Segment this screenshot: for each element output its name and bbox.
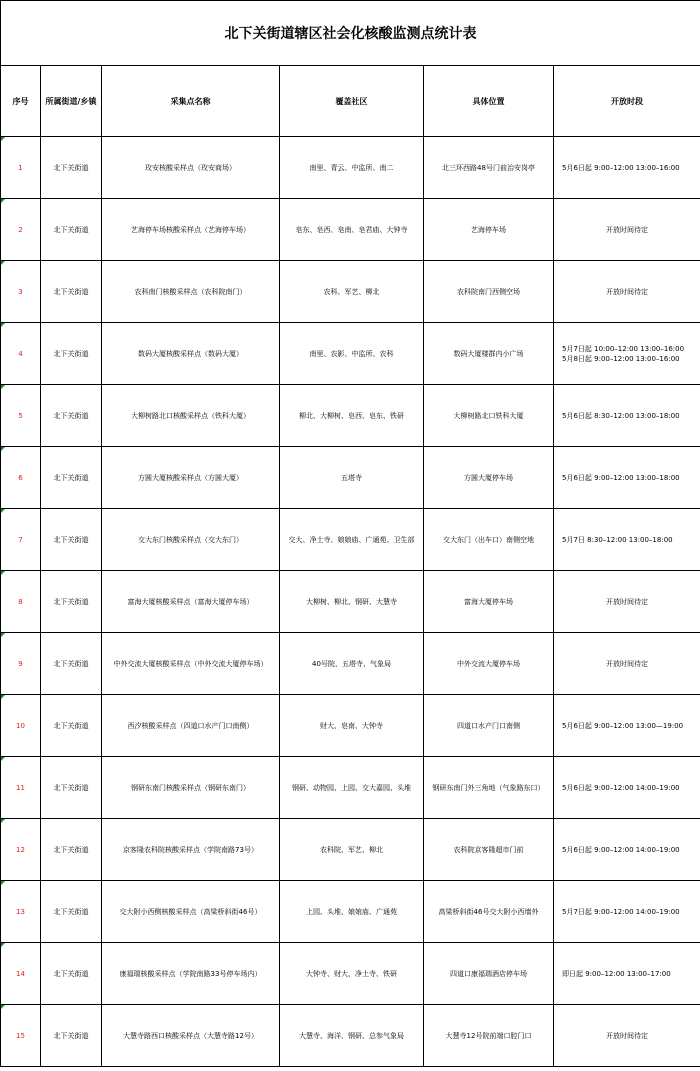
cell-location: 四道口水产门口南侧 [424, 695, 554, 757]
cell-street: 北下关街道 [41, 881, 102, 943]
header-index: 序号 [1, 66, 41, 137]
table-title: 北下关街道辖区社会化核酸监测点统计表 [1, 1, 700, 66]
cell-community: 40号院、五塔寺、气象局 [280, 633, 424, 695]
cell-site-name: 艺海停车场核酸采样点（艺海停车场） [102, 199, 280, 261]
cell-street: 北下关街道 [41, 943, 102, 1005]
cell-location: 钢研东南门外三角地（气象路东口） [424, 757, 554, 819]
hours-line: 5月7日起 9:00–12:00 14:00–19:00 [562, 907, 680, 916]
cell-community: 南里、青云、中监所、南二 [280, 137, 424, 199]
cell-community: 皂东、皂西、皂南、皂君庙、大钟寺 [280, 199, 424, 261]
cell-index: 1 [1, 137, 41, 199]
cell-index: 11 [1, 757, 41, 819]
header-site-name: 采集点名称 [102, 66, 280, 137]
cell-index: 10 [1, 695, 41, 757]
cell-location: 大柳树路北口铁科大厦 [424, 385, 554, 447]
cell-street: 北下关街道 [41, 571, 102, 633]
hours-line: 5月7日 8:30–12:00 13:00–18:00 [562, 535, 673, 544]
hours-line: 开放时间待定 [606, 225, 649, 234]
cell-community: 上园、头堆、娘娘庙、广通苑 [280, 881, 424, 943]
cell-community: 南里、农影、中监所、农科 [280, 323, 424, 385]
cell-community: 大柳树、柳北、钢研、大慧寺 [280, 571, 424, 633]
hours-line: 5月8日起 9:00–12:00 13:00–16:00 [562, 354, 680, 363]
table-row [1, 1005, 700, 1067]
cell-location: 高梁桥斜街46号交大附小西墙外 [424, 881, 554, 943]
cell-index: 13 [1, 881, 41, 943]
cell-street: 北下关街道 [41, 261, 102, 323]
cell-site-name: 中外交流大厦核酸采样点（中外交流大厦停车场） [102, 633, 280, 695]
cell-index: 3 [1, 261, 41, 323]
cell-hours [554, 695, 700, 757]
cell-hours [554, 323, 700, 385]
cell-site-name: 大慧寺路西口核酸采样点（大慧寺路12号） [102, 1005, 280, 1067]
cell-street: 北下关街道 [41, 819, 102, 881]
cell-hours [554, 137, 700, 199]
table-row [1, 509, 700, 571]
cell-site-name: 京客隆农科院核酸采样点（学院南路73号） [102, 819, 280, 881]
cell-street: 北下关街道 [41, 137, 102, 199]
header-row [1, 66, 700, 137]
cell-community: 五塔寺 [280, 447, 424, 509]
cell-community: 农科院、军艺、柳北 [280, 819, 424, 881]
hours-line: 5月6日起 9:00–12:00 13:00–16:00 [562, 163, 680, 172]
cell-location: 艺海停车场 [424, 199, 554, 261]
cell-hours [554, 943, 700, 1005]
hours-line: 5月6日起 9:00–12:00 13:00—19:00 [562, 721, 684, 730]
cell-location: 数码大厦楼群内小广场 [424, 323, 554, 385]
hours-line: 5月7日起 10:00–12:00 13:00–16:00 [562, 344, 685, 353]
cell-site-name: 交大东门核酸采样点（交大东门） [102, 509, 280, 571]
table-row [1, 881, 700, 943]
cell-index: 12 [1, 819, 41, 881]
table-row [1, 633, 700, 695]
cell-location: 四道口康福瑞酒店停车场 [424, 943, 554, 1005]
cell-site-name: 富海大厦核酸采样点（富海大厦停车场） [102, 571, 280, 633]
title-row [1, 1, 700, 66]
hours-line: 开放时间待定 [606, 287, 649, 296]
table-row [1, 323, 700, 385]
cell-index: 9 [1, 633, 41, 695]
cell-site-name: 农科南门核酸采样点（农科院南门） [102, 261, 280, 323]
table-row [1, 571, 700, 633]
cell-site-name: 数码大厦核酸采样点（数码大厦） [102, 323, 280, 385]
hours-line: 即日起 9:00–12:00 13:00–17:00 [562, 969, 671, 978]
cell-site-name: 大柳树路北口核酸采样点（铁科大厦） [102, 385, 280, 447]
cell-site-name: 西汐核酸采样点（四道口水产门口南侧） [102, 695, 280, 757]
cell-site-name: 交大附小西侧核酸采样点（高梁桥斜街46号） [102, 881, 280, 943]
cell-index: 5 [1, 385, 41, 447]
cell-hours [554, 571, 700, 633]
cell-site-name: 康福瑞核酸采样点（学院南路33号停车场内） [102, 943, 280, 1005]
cell-street: 北下关街道 [41, 695, 102, 757]
cell-street: 北下关街道 [41, 447, 102, 509]
cell-location: 方圆大厦停车场 [424, 447, 554, 509]
header-street: 所属街道/乡镇 [41, 66, 102, 137]
cell-hours [554, 261, 700, 323]
cell-hours [554, 447, 700, 509]
cell-hours [554, 1005, 700, 1067]
cell-street: 北下关街道 [41, 199, 102, 261]
hours-line: 5月6日起 9:00–12:00 14:00–19:00 [562, 783, 680, 792]
cell-community: 大慧寺、海洋、钢研、总参气象局 [280, 1005, 424, 1067]
cell-index: 15 [1, 1005, 41, 1067]
cell-location: 交大东门（出车口）南侧空地 [424, 509, 554, 571]
cell-street: 北下关街道 [41, 323, 102, 385]
hours-line: 开放时间待定 [606, 597, 649, 606]
cell-community: 钢研、动物园、上园、交大嘉园、头堆 [280, 757, 424, 819]
cell-location: 北三环西路48号门前治安岗亭 [424, 137, 554, 199]
cell-site-name: 玫安核酸采样点（玫安商场） [102, 137, 280, 199]
cell-street: 北下关街道 [41, 385, 102, 447]
cell-community: 柳北、大柳树、皂西、皂东、铁研 [280, 385, 424, 447]
hours-line: 5月6日起 9:00–12:00 14:00–19:00 [562, 845, 680, 854]
hours-line: 5月6日起 8:30–12:00 13:00–18:00 [562, 411, 680, 420]
cell-index: 14 [1, 943, 41, 1005]
header-location: 具体位置 [424, 66, 554, 137]
table-row [1, 261, 700, 323]
header-community: 覆盖社区 [280, 66, 424, 137]
cell-index: 2 [1, 199, 41, 261]
table-row [1, 943, 700, 1005]
cell-index: 8 [1, 571, 41, 633]
table-row [1, 757, 700, 819]
cell-hours [554, 509, 700, 571]
table-row [1, 447, 700, 509]
cell-hours [554, 385, 700, 447]
cell-location: 中外交流大厦停车场 [424, 633, 554, 695]
cell-street: 北下关街道 [41, 757, 102, 819]
table-row [1, 819, 700, 881]
hours-line: 5月6日起 9:00–12:00 13:00–18:00 [562, 473, 680, 482]
cell-index: 6 [1, 447, 41, 509]
cell-index: 7 [1, 509, 41, 571]
table-row [1, 137, 700, 199]
cell-site-name: 钢研东南门核酸采样点（钢研东南门） [102, 757, 280, 819]
cell-community: 大钟寺、财大、净土寺、铁研 [280, 943, 424, 1005]
header-hours: 开放时段 [554, 66, 700, 137]
cell-hours [554, 881, 700, 943]
cell-community: 农科、军艺、柳北 [280, 261, 424, 323]
cell-location: 大慧寺12号院前端口腔门口 [424, 1005, 554, 1067]
hours-line: 开放时间待定 [606, 659, 649, 668]
cell-street: 北下关街道 [41, 1005, 102, 1067]
cell-hours [554, 199, 700, 261]
cell-hours [554, 819, 700, 881]
cell-community: 财大、皂南、大钟寺 [280, 695, 424, 757]
cell-site-name: 方圆大厦核酸采样点（方圆大厦） [102, 447, 280, 509]
cell-index: 4 [1, 323, 41, 385]
table-row [1, 695, 700, 757]
cell-location: 农科院南门西侧空场 [424, 261, 554, 323]
hours-line: 开放时间待定 [606, 1031, 649, 1040]
cell-street: 北下关街道 [41, 509, 102, 571]
cell-hours [554, 757, 700, 819]
cell-street: 北下关街道 [41, 633, 102, 695]
cell-hours [554, 633, 700, 695]
table-row [1, 199, 700, 261]
cell-location: 农科院京客隆超市门前 [424, 819, 554, 881]
cell-community: 交大、净土寺、娘娘庙、广通苑、卫生部 [280, 509, 424, 571]
cell-location: 富海大厦停车场 [424, 571, 554, 633]
table-row [1, 385, 700, 447]
